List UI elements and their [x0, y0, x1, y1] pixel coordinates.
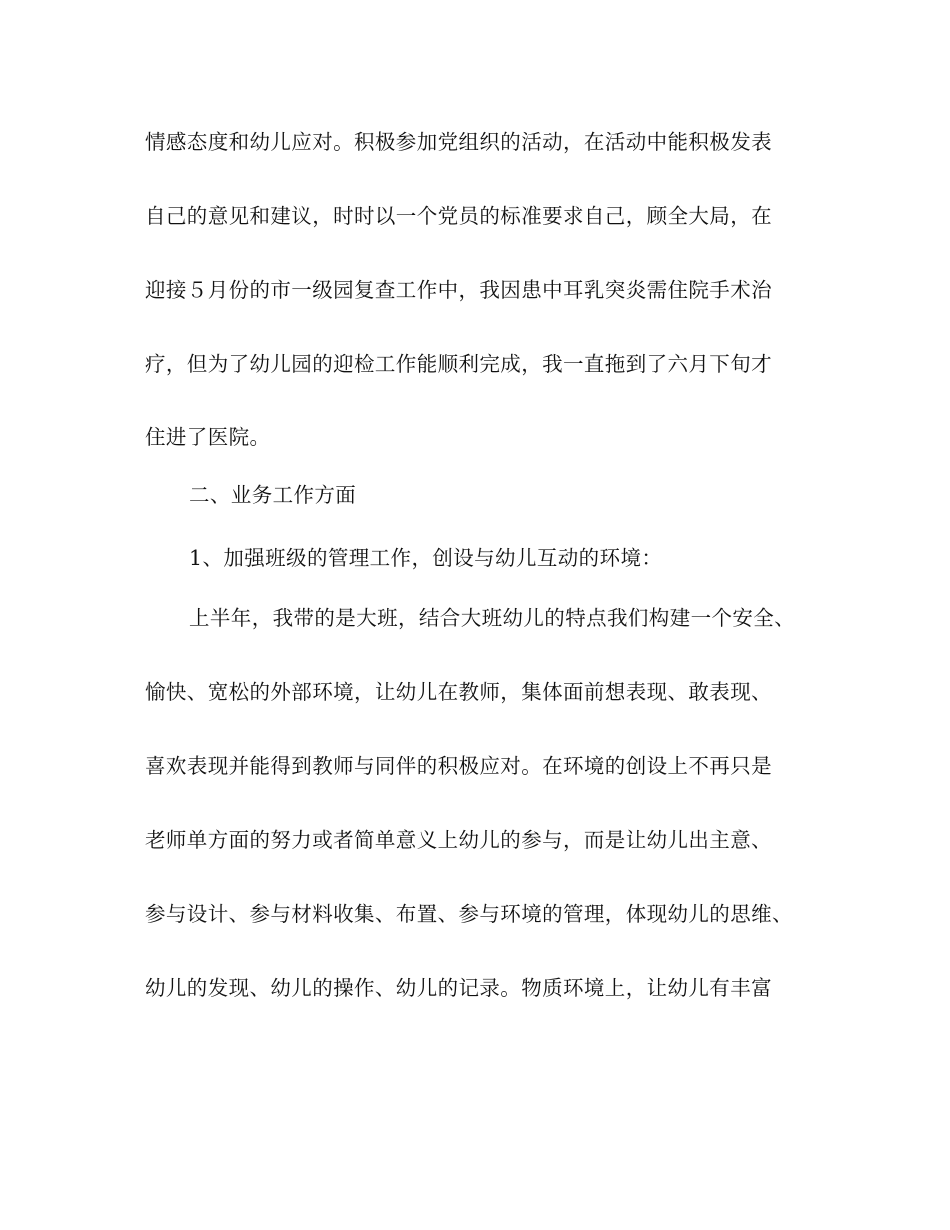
paragraph-line: 自己的意见和建议，时时以一个党员的标准要求自己，顾全大局，在	[145, 204, 772, 228]
paragraph-line: 住进了医院。	[145, 425, 271, 449]
section-heading: 二、业务工作方面	[189, 483, 357, 507]
paragraph-line: 迎接５月份的市一级园复查工作中，我因患中耳乳突炎需住院手术治	[145, 278, 772, 302]
paragraph-line: 上半年，我带的是大班，结合大班幼儿的特点我们构建一个安全、	[189, 606, 796, 630]
paragraph-line: 愉快、宽松的外部环境，让幼儿在教师，集体面前想表现、敢表现、	[145, 680, 772, 704]
paragraph-line: 喜欢表现并能得到教师与同伴的积极应对。在环境的创设上不再只是	[145, 754, 772, 778]
paragraph-line: 疗，但为了幼儿园的迎检工作能顺利完成，我一直拖到了六月下旬才	[145, 352, 772, 376]
paragraph-line: 参与设计、参与材料收集、布置、参与环境的管理，体现幼儿的思维、	[145, 902, 793, 926]
subsection-heading: 1、加强班级的管理工作，创设与幼儿互动的环境：	[189, 546, 663, 570]
paragraph-line: 情感态度和幼儿应对。积极参加党组织的活动，在活动中能积极发表	[145, 130, 772, 154]
paragraph-line: 老师单方面的努力或者简单意义上幼儿的参与，而是让幼儿出主意、	[145, 828, 772, 852]
paragraph-line: 幼儿的发现、幼儿的操作、幼儿的记录。物质环境上，让幼儿有丰富	[145, 976, 772, 1000]
